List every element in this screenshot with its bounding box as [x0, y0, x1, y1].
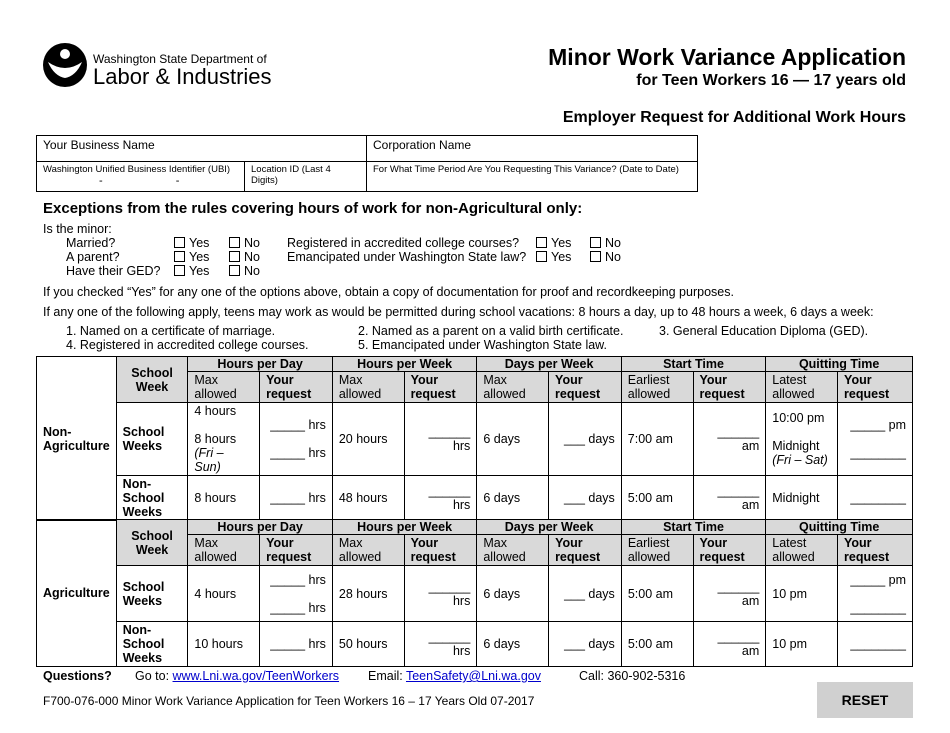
start-time-header: Start Time [621, 520, 765, 535]
agriculture-table [36, 519, 913, 667]
location-id-field[interactable]: Location ID (Last 4 Digits) [245, 162, 367, 192]
is-minor-label: Is the minor: [43, 222, 112, 236]
list-item: 5. Emancipated under Washington State law. [358, 338, 607, 352]
max-allowed-header: Max allowed [188, 372, 260, 403]
lni-logo-icon [42, 42, 88, 88]
business-info-table [36, 135, 698, 192]
list-item: 4. Registered in accredited college courses. [66, 338, 309, 352]
time-period-field[interactable]: For What Time Period Are You Requesting This Variance? (Date to Date) [367, 162, 698, 192]
request-days-per-week[interactable]: ___ days [549, 476, 622, 521]
business-name-field[interactable]: Your Business Name [37, 136, 367, 162]
documentation-note: If you checked “Yes” for any one of the options above, obtain a copy of documentation for proof and recordkeeping purposes. [43, 285, 734, 299]
form-number: F700-076-000 Minor Work Variance Application for Teen Workers 16 – 17 Years Old 07-2017 [43, 694, 535, 708]
max-days-per-week: 6 days [477, 476, 549, 521]
request-start-time[interactable]: ______ am [693, 566, 766, 622]
list-item: 2. Named as a parent on a valid birth certificate. [358, 324, 624, 338]
max-allowed-header: Max allowed [477, 372, 549, 403]
website-line: Go to: www.Lni.wa.gov/TeenWorkers [135, 669, 340, 683]
request-hours-per-day[interactable]: _____ hrs [260, 476, 333, 521]
max-hours-per-week: 28 hours [332, 566, 404, 622]
max-hours-per-day: 4 hours [188, 566, 260, 622]
exceptions-title: Exceptions from the rules covering hours of work for non-Agricultural only: [43, 200, 583, 217]
earliest-start-time: 5:00 am [621, 622, 693, 667]
earliest-allowed-header: Earliest allowed [621, 372, 693, 403]
non-agriculture-label: Non-Agriculture [37, 357, 117, 521]
latest-quit-time: 10 pm [766, 566, 838, 622]
your-request-header: Your request [260, 535, 333, 566]
latest-allowed-header: Latest allowed [766, 535, 838, 566]
request-days-per-week[interactable]: ___ days [549, 622, 622, 667]
ged-yes-checkbox[interactable] [174, 265, 185, 276]
hours-per-day-header: Hours per Day [188, 520, 332, 535]
request-start-time[interactable]: ______ am [693, 476, 766, 521]
non-school-weeks-label: Non-School Weeks [116, 476, 188, 521]
your-request-header: Your request [260, 372, 333, 403]
org-line1: Washington State Department of [93, 52, 267, 66]
non-agriculture-table [36, 356, 913, 521]
request-days-per-week[interactable]: ___ days [549, 566, 622, 622]
request-hours-per-day[interactable]: _____ hrs [260, 622, 333, 667]
your-request-header: Your request [549, 535, 622, 566]
question-ged: Have their GED? [66, 264, 161, 278]
school-week-header: School Week [116, 357, 188, 403]
hours-per-week-header: Hours per Week [332, 520, 476, 535]
non-school-weeks-label: Non-School Weeks [116, 622, 188, 667]
married-yes-checkbox[interactable] [174, 237, 185, 248]
latest-quit-time: 10:00 pm Midnight (Fri – Sat) [766, 403, 838, 476]
max-allowed-header: Max allowed [332, 535, 404, 566]
earliest-start-time: 5:00 am [621, 566, 693, 622]
request-days-per-week[interactable]: ___ days [549, 403, 622, 476]
latest-quit-time: Midnight [766, 476, 838, 521]
request-quit-time[interactable]: ________ [838, 476, 913, 521]
quitting-time-header: Quitting Time [766, 357, 913, 372]
question-emancipated: Emancipated under Washington State law? [287, 250, 527, 264]
max-allowed-header: Max allowed [332, 372, 404, 403]
your-request-header: Your request [838, 372, 913, 403]
earliest-start-time: 7:00 am [621, 403, 693, 476]
request-hours-per-week[interactable]: ______ hrs [404, 622, 477, 667]
married-no-checkbox[interactable] [229, 237, 240, 248]
hours-per-week-header: Hours per Week [332, 357, 476, 372]
reset-button[interactable]: RESET [817, 682, 913, 718]
request-quit-time[interactable]: _____ pm ________ [838, 403, 913, 476]
request-hours-per-week[interactable]: ______ hrs [404, 403, 477, 476]
question-college: Registered in accredited college courses? [287, 236, 520, 250]
request-start-time[interactable]: ______ am [693, 403, 766, 476]
your-request-header: Your request [693, 535, 766, 566]
emancipated-yes-checkbox[interactable] [536, 251, 547, 262]
request-hours-per-week[interactable]: ______ hrs [404, 476, 477, 521]
max-hours-per-day: 8 hours [188, 476, 260, 521]
ubi-field[interactable]: Washington Unified Business Identifier (UBI) - - [37, 162, 245, 192]
request-hours-per-week[interactable]: ______ hrs [404, 566, 477, 622]
corporation-name-field[interactable]: Corporation Name [367, 136, 698, 162]
email-line: Email: TeenSafety@Lni.wa.gov [368, 669, 541, 683]
your-request-header: Your request [693, 372, 766, 403]
section-title: Employer Request for Additional Work Hours [562, 109, 906, 126]
your-request-header: Your request [838, 535, 913, 566]
school-weeks-label: School Weeks [116, 403, 188, 476]
max-days-per-week: 6 days [477, 566, 549, 622]
earliest-allowed-header: Earliest allowed [621, 535, 693, 566]
max-days-per-week: 6 days [477, 403, 549, 476]
questions-label: Questions? [43, 669, 112, 683]
ged-no-checkbox[interactable] [229, 265, 240, 276]
request-quit-time[interactable]: ________ [838, 622, 913, 667]
email-link[interactable]: TeenSafety@Lni.wa.gov [405, 669, 541, 683]
request-hours-per-day[interactable]: _____ hrs _____ hrs [260, 566, 333, 622]
question-parent: A parent? [66, 250, 120, 264]
max-hours-per-week: 20 hours [332, 403, 404, 476]
your-request-header: Your request [404, 372, 477, 403]
max-hours-per-day: 4 hours 8 hours (Fri – Sun) [188, 403, 260, 476]
days-per-week-header: Days per Week [477, 520, 621, 535]
days-per-week-header: Days per Week [477, 357, 621, 372]
emancipated-no-checkbox[interactable] [590, 251, 601, 262]
college-no-checkbox[interactable] [590, 237, 601, 248]
exceptions-intro: If any one of the following apply, teens may work as would be permitted during school vacations: 8 hours a day, up to 48 hours a week, 6 days a week: [43, 305, 874, 319]
school-week-header: School Week [116, 520, 188, 566]
quitting-time-header: Quitting Time [766, 520, 913, 535]
question-married: Married? [66, 236, 116, 250]
page-title: Minor Work Variance Application [548, 44, 906, 70]
request-start-time[interactable]: ______ am [693, 622, 766, 667]
max-hours-per-day: 10 hours [188, 622, 260, 667]
earliest-start-time: 5:00 am [621, 476, 693, 521]
your-request-header: Your request [404, 535, 477, 566]
phone-number: Call: 360-902-5316 [579, 669, 686, 683]
request-quit-time[interactable]: _____ pm ________ [838, 566, 913, 622]
max-days-per-week: 6 days [477, 622, 549, 667]
parent-yes-checkbox[interactable] [174, 251, 185, 262]
latest-quit-time: 10 pm [766, 622, 838, 667]
max-allowed-header: Max allowed [477, 535, 549, 566]
parent-no-checkbox[interactable] [229, 251, 240, 262]
max-hours-per-week: 48 hours [332, 476, 404, 521]
agriculture-label: Agriculture [37, 520, 117, 667]
page-subtitle: for Teen Workers 16 — 17 years old [636, 72, 906, 89]
max-allowed-header: Max allowed [188, 535, 260, 566]
request-hours-per-day[interactable]: _____ hrs _____ hrs [260, 403, 333, 476]
latest-allowed-header: Latest allowed [766, 372, 838, 403]
hours-per-day-header: Hours per Day [188, 357, 332, 372]
list-item: 3. General Education Diploma (GED). [659, 324, 869, 338]
start-time-header: Start Time [621, 357, 765, 372]
college-yes-checkbox[interactable] [536, 237, 547, 248]
org-line2: Labor & Industries [93, 64, 272, 89]
max-hours-per-week: 50 hours [332, 622, 404, 667]
your-request-header: Your request [549, 372, 622, 403]
list-item: 1. Named on a certificate of marriage. [66, 324, 276, 338]
website-link[interactable]: www.Lni.wa.gov/TeenWorkers [172, 669, 340, 683]
school-weeks-label: School Weeks [116, 566, 188, 622]
